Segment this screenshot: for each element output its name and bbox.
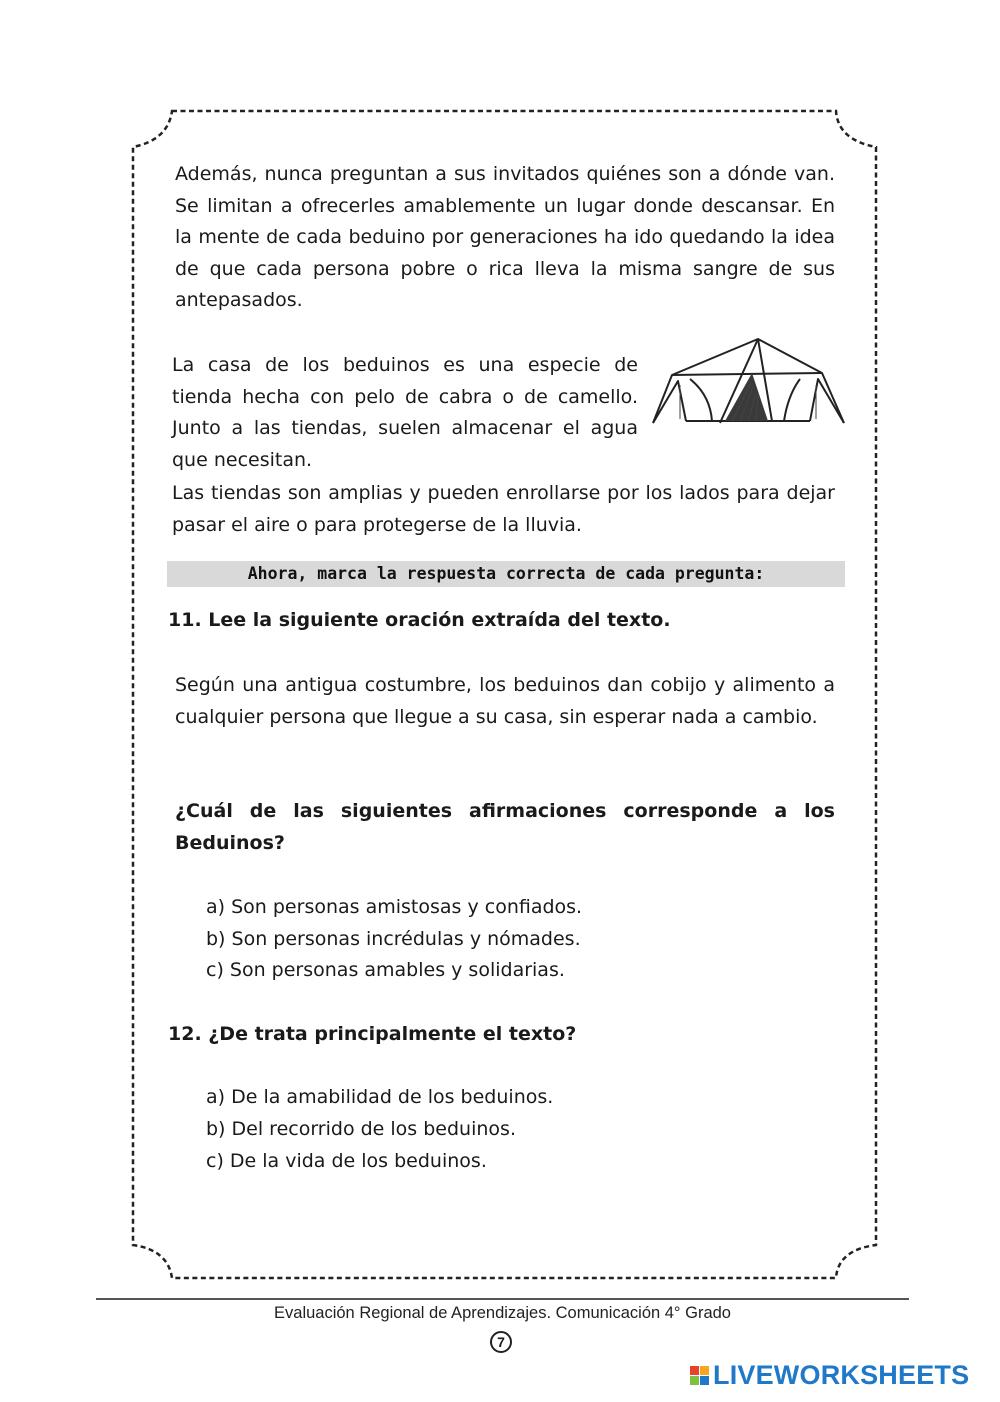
instruction-banner: Ahora, marca la respuesta correcta de cada pregunta:	[167, 561, 845, 587]
liveworksheets-logo	[690, 1359, 970, 1390]
question-11-option-b[interactable]: b) Son personas incrédulas y nómades.	[206, 928, 581, 950]
passage-paragraph-2b: Las tiendas son amplias y pueden enrollarse por los lados para dejar pasar el aire o para protegerse de la lluvia.	[172, 482, 835, 536]
question-11-prompt: ¿Cuál de las siguientes afirmaciones corresponde a los Beduinos?	[175, 800, 835, 854]
footer-caption: Evaluación Regional de Aprendizajes. Comunicación 4° Grado	[274, 1304, 731, 1322]
footer-divider	[96, 1298, 909, 1300]
page-number-badge: 7	[490, 1331, 512, 1353]
question-12-option-b[interactable]: b) Del recorrido de los beduinos.	[206, 1118, 516, 1140]
brand-name: LIVEWORKSHEETS	[713, 1359, 970, 1390]
question-12-option-c[interactable]: c) De la vida de los beduinos.	[206, 1150, 487, 1172]
question-11-option-a[interactable]: a) Son personas amistosas y confiados.	[206, 896, 583, 918]
question-11-title: 11. Lee la siguiente oración extraída del texto.	[168, 609, 671, 631]
question-12-option-a[interactable]: a) De la amabilidad de los beduinos.	[206, 1086, 554, 1108]
liveworksheets-icon	[690, 1366, 709, 1385]
question-11-option-c[interactable]: c) Son personas amables y solidarias.	[206, 959, 565, 981]
question-12-title: 12. ¿De trata principalmente el texto?	[168, 1023, 577, 1045]
bedouin-tent-illustration	[650, 335, 846, 430]
passage-paragraph-1: Además, nunca preguntan a sus invitados quiénes son a dónde van. Se limitan a ofrecerles amablemente un lugar donde descansar. En la mente de cada beduino por generaciones ha ido quedando la idea de que cada persona pobre o rica lleva la misma sangre de sus antepasados.	[175, 163, 835, 311]
passage-paragraph-2a: La casa de los beduinos es una especie de tienda hecha con pelo de cabra o de camello. Junto a las tiendas, suelen almacenar el agua que necesitan.	[172, 354, 638, 471]
question-11-quote: Según una antigua costumbre, los beduinos dan cobijo y alimento a cualquier persona que llegue a su casa, sin esperar nada a cambio.	[175, 674, 835, 728]
